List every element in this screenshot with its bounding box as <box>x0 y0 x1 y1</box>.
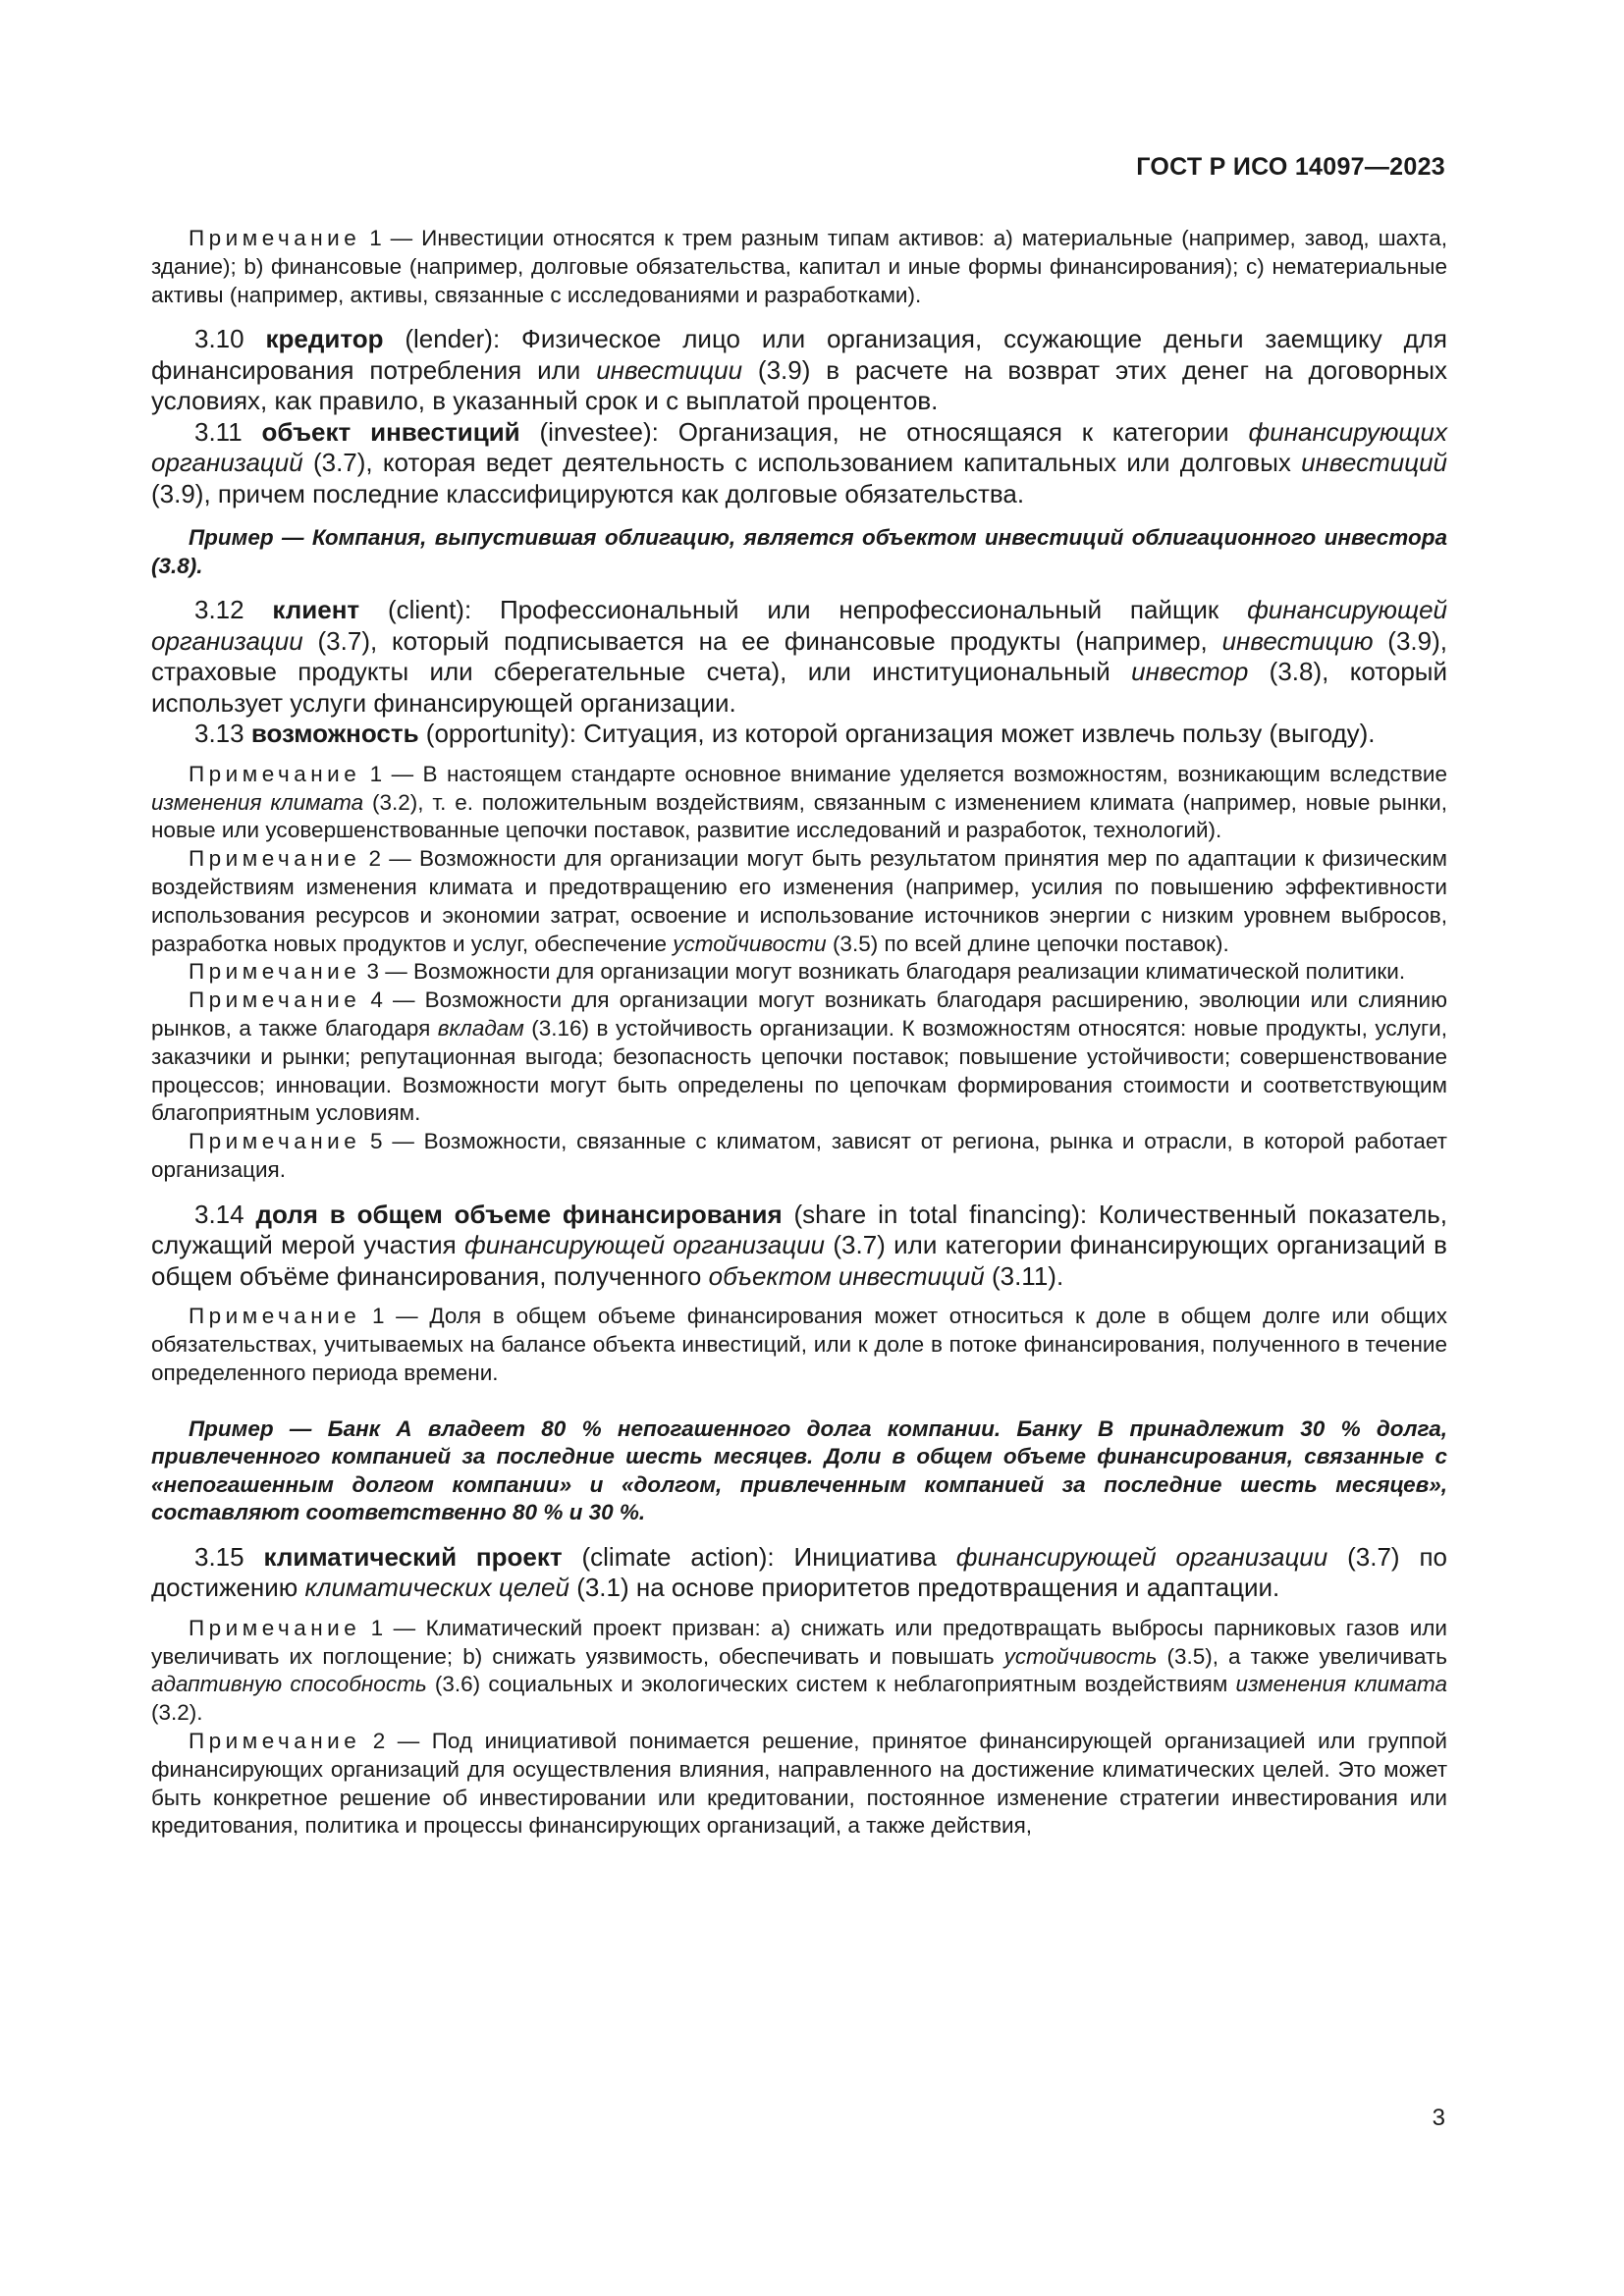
term-reference: изменения климата <box>1235 1672 1447 1697</box>
note-label: Примечание <box>189 1615 361 1640</box>
term-title: объект инвестиций <box>261 416 520 447</box>
term-reference: объектом инвестиций <box>708 1260 985 1291</box>
term-title: кредитор <box>265 324 384 354</box>
term-reference: инвестиций <box>1301 448 1447 478</box>
term-3-12: 3.12 клиент (client): Профессиональный или непрофессиональный пайщик финансирующей организации (3.7), который подписывается на ее финансовые продукты (например, инвестицию (3.9), страховые продукты или сберегательные счета), или институциональный инвестор (3.8), который использует услуги финансирующей организации. <box>151 595 1447 718</box>
document-header: ГОСТ Р ИСО 14097—2023 <box>1136 153 1445 181</box>
note-3-14-1: Примечание 1 — Доля в общем объеме финансирования может относиться к доле в общем долге или общих обязательствах, учитываемых на балансе объекта инвестиций, или к доле в потоке финансирования, полученного в течение определенного периода времени. <box>151 1304 1447 1385</box>
note-3-13-2: Примечание 2 — Возможности для организации могут быть результатом принятия мер по адаптации к физическим воздействиям изменения климата и предотвращению его изменения (например, усилия по повышению эффективности использования ресурсов и экономии затрат, освоение и использование источников энергии с низким уровнем выбросов, разработка новых продуктов и услуг, обеспечение устойчивости (3.5) по всей длине цепочки поставок). <box>151 846 1447 956</box>
term-reference: устойчивости <box>673 931 827 956</box>
term-reference: финансирующих организаций <box>151 416 1447 478</box>
term-title: доля в общем объеме финансирования <box>255 1199 783 1229</box>
term-3-10: 3.10 кредитор (lender): Физическое лицо или организация, ссужающие деньги заемщику для финансирования потребления или инвестиции (3.9) в расчете на возврат этих денег на договорных условиях, как правило, в указанный срок и с выплатой процентов. <box>151 324 1448 416</box>
term-3-13: 3.13 возможность (opportunity): Ситуация, из которой организация может извлечь пользу (выгоду). <box>194 719 1376 749</box>
note-3-13-5: Примечание 5 — Возможности, связанные с климатом, зависят от региона, рынка и отрасли, в которой работает организация. <box>151 1129 1447 1183</box>
term-reference: вкладам <box>437 1016 524 1041</box>
note-label: Примечание <box>189 226 361 250</box>
term-reference: климатических целей <box>304 1573 569 1603</box>
term-reference: инвестиции <box>596 354 743 385</box>
term-reference: финансирующей организации <box>151 595 1447 656</box>
term-reference: финансирующей организации <box>955 1541 1328 1572</box>
page-body <box>151 225 1447 1841</box>
note-3-15-2: Примечание 2 — Под инициативой понимается решение, принятое финансирующей организацией или группой финансирующих организаций для осуществления влияния, направленного на достижение климатических целей. Это может быть конкретное решение об инвестировании или кредитовании, постоянное изменение стратегии инвестирования или кредитования, политика и процессы финансирующих организаций, а также действия, <box>151 1728 1447 1839</box>
term-reference: инвестор <box>1131 657 1249 687</box>
term-reference: адаптивную способность <box>151 1672 427 1697</box>
term-3-15: 3.15 климатический проект (climate action): Инициатива финансирующей организации (3.7) по достижению климатических целей (3.1) на основе приоритетов предотвращения и адаптации. <box>151 1541 1448 1603</box>
term-title: клиент <box>272 595 360 625</box>
example-3-14: Пример — Банк А владеет 80 % непогашенного долга компании. Банку В принадлежит 30 % долга, привлеченного компанией за последние шесть месяцев. Доли в общем объеме финансирования, связанные с «непогашенным долгом компании» и «долгом, привлеченным компанией за последние шесть месяцев», составляют соответственно 80 % и 30 %. <box>151 1415 1447 1525</box>
note-3-13-3: Примечание 3 — Возможности для организации могут возникать благодаря реализации климатической политики. <box>189 959 1406 985</box>
page-number: 3 <box>1432 2105 1445 2131</box>
note-label: Примечание <box>189 1304 361 1329</box>
term-reference: устойчивость <box>1003 1643 1158 1669</box>
note-3-13-4: Примечание 4 — Возможности для организации могут возникать благодаря расширению, эволюции или слиянию рынков, а также благодаря вкладам (3.16) в устойчивость организации. К возможностям относятся: новые продукты, услуги, заказчики и рынки; репутационная выгода; безопасность цепочки поставок; повышение устойчивости; совершенствование процессов; инновации. Возможности могут быть определены по цепочкам формирования стоимости и соответствующим благоприятным условиям. <box>151 988 1447 1126</box>
note-label: Примечание <box>189 761 361 786</box>
term-3-14: 3.14 доля в общем объеме финансирования (share in total financing): Количественный показатель, служащий мерой участия финансирующей организации (3.7) или категории финансирующих организаций в общем объёме финансирования, полученного объектом инвестиций (3.11). <box>151 1199 1448 1291</box>
term-reference: финансирующей организации <box>464 1230 826 1260</box>
term-title: климатический проект <box>263 1541 563 1572</box>
note-3-9-1: Примечание 1 — Инвестиции относятся к трем разным типам активов: а) материальные (например, завод, шахта, здание); b) финансовые (например, долговые обязательства, капитал и иные формы финансирования); с) нематериальные активы (например, активы, связанные с исследованиями и разработками). <box>151 226 1447 307</box>
term-title: возможность <box>250 719 419 749</box>
note-3-13-1: Примечание 1 — В настоящем стандарте основное внимание уделяется возможностям, возникающим вследствие изменения климата (3.2), т. е. положительным воздействиям, связанным с изменением климата (например, новые рынки, новые или усовершенствованные цепочки поставок, развитие исследований и разработок, технологий). <box>151 761 1447 843</box>
note-label: Примечание <box>189 1129 361 1154</box>
note-3-15-1: Примечание 1 — Климатический проект призван: а) снижать или предотвращать выбросы парниковых газов или увеличивать их поглощение; b) снижать уязвимость, обеспечивать и повышать устойчивость (3.5), а также увеличивать адаптивную способность (3.6) социальных и экологических систем к неблагоприятным воздействиям изменения климата (3.2). <box>151 1615 1447 1726</box>
example-3-11: Пример — Компания, выпустившая облигацию, является объектом инвестиций облигационного инвестора (3.8). <box>151 525 1447 578</box>
note-label: Примечание <box>189 988 361 1013</box>
term-reference: инвестицию <box>1221 625 1374 656</box>
note-label: Примечание <box>189 846 361 872</box>
note-label: Примечание <box>189 959 361 985</box>
term-reference: изменения климата <box>151 789 364 815</box>
note-label: Примечание <box>189 1728 361 1753</box>
term-3-11: 3.11 объект инвестиций (investee): Организация, не относящаяся к категории финансирующих организаций (3.7), которая ведет деятельность с использованием капитальных или долговых инвестиций (3.9), причем последние классифицируются как долговые обязательства. <box>151 416 1447 508</box>
